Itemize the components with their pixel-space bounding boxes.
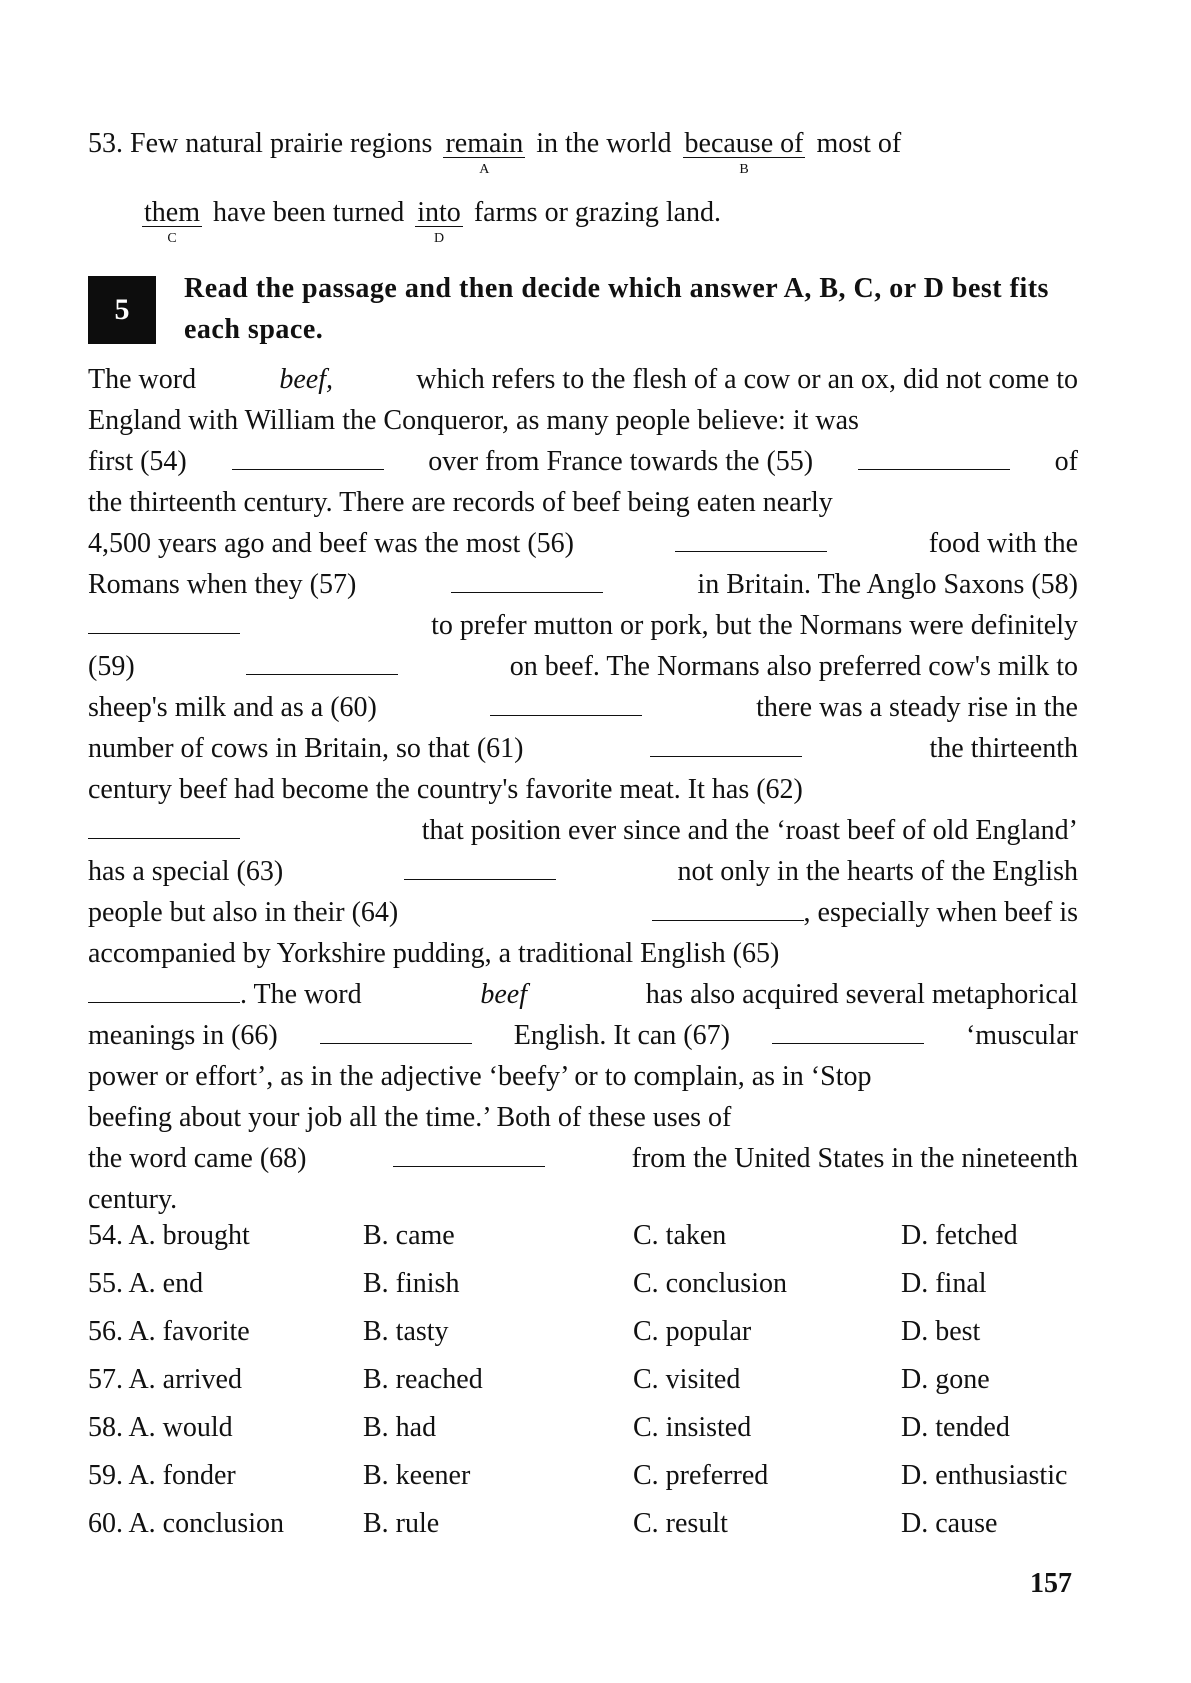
option-d[interactable]: D. best bbox=[901, 1316, 981, 1347]
option-a[interactable]: 59. A. fonder bbox=[88, 1460, 236, 1491]
options-row-54 bbox=[88, 1212, 1088, 1260]
options-row-55 bbox=[88, 1260, 1088, 1308]
option-c[interactable]: C. result bbox=[633, 1508, 728, 1539]
underlined-option-a: remain A bbox=[445, 128, 524, 177]
passage-line: meanings in (66) English. It can (67) ‘muscular bbox=[88, 1020, 1078, 1051]
options-row-59 bbox=[88, 1452, 1088, 1500]
blank-63[interactable] bbox=[404, 857, 556, 880]
option-b[interactable]: B. tasty bbox=[363, 1316, 449, 1347]
passage-line: that position ever since and the ‘roast beef of old England’ bbox=[88, 810, 1078, 851]
option-a[interactable]: 57. A. arrived bbox=[88, 1364, 242, 1395]
option-a[interactable]: 58. A. would bbox=[88, 1412, 233, 1443]
passage-line: The word beef, which refers to the flesh of a cow or an ox, did not come to bbox=[88, 364, 1078, 395]
passage-line: accompanied by Yorkshire pudding, a traditional English (65) bbox=[88, 938, 780, 969]
options-row-58 bbox=[88, 1404, 1088, 1452]
passage-line: first (54) over from France towards the (55) of bbox=[88, 446, 1078, 477]
answer-options bbox=[88, 1212, 1088, 1548]
option-d[interactable]: D. cause bbox=[901, 1508, 998, 1539]
blank-64[interactable] bbox=[652, 898, 804, 921]
option-c[interactable]: C. visited bbox=[633, 1364, 741, 1395]
options-row-57 bbox=[88, 1356, 1088, 1404]
option-mark-d: D bbox=[433, 231, 445, 246]
blank-58[interactable] bbox=[88, 611, 240, 634]
passage-line: 4,500 years ago and beef was the most (56) food with the bbox=[88, 528, 1078, 559]
option-b[interactable]: B. came bbox=[363, 1220, 455, 1251]
passage-line: number of cows in Britain, so that (61) the thirteenth bbox=[88, 733, 1078, 764]
option-a[interactable]: 56. A. favorite bbox=[88, 1316, 250, 1347]
blank-54[interactable] bbox=[232, 447, 384, 470]
option-a[interactable]: 55. A. end bbox=[88, 1268, 204, 1299]
blank-55[interactable] bbox=[858, 447, 1010, 470]
question-53 bbox=[88, 127, 902, 177]
option-b[interactable]: B. keener bbox=[363, 1460, 471, 1491]
option-d[interactable]: D. gone bbox=[901, 1364, 990, 1395]
question-text: most of bbox=[816, 128, 902, 159]
passage-line: has a special (63) not only in the hearts of the English bbox=[88, 856, 1078, 887]
option-d[interactable]: D. fetched bbox=[901, 1220, 1018, 1251]
passage-line: Romans when they (57) in Britain. The Anglo Saxons (58) bbox=[88, 569, 1078, 600]
blank-61[interactable] bbox=[650, 734, 802, 757]
passage-line: the word came (68) from the United States in the nineteenth bbox=[88, 1143, 1078, 1174]
passage-line: power or effort’, as in the adjective ‘beefy’ or to complain, as in ‘Stop bbox=[88, 1061, 872, 1092]
underlined-option-c: them C bbox=[144, 197, 200, 246]
option-a[interactable]: 54. A. brought bbox=[88, 1220, 250, 1251]
passage-line: England with William the Conqueror, as many people believe: it was bbox=[88, 405, 859, 436]
blank-67[interactable] bbox=[772, 1021, 924, 1044]
passage-line: century. bbox=[88, 1184, 178, 1215]
passage-line: (59) on beef. The Normans also preferred cow's milk to bbox=[88, 651, 1078, 682]
option-c[interactable]: C. conclusion bbox=[633, 1268, 787, 1299]
section-instruction: Read the passage and then decide which answer A, B, C, or D best fits each space. bbox=[184, 273, 1049, 345]
option-c[interactable]: C. popular bbox=[633, 1316, 752, 1347]
underlined-option-b: because of B bbox=[684, 128, 804, 177]
question-text: Few natural prairie regions bbox=[130, 128, 433, 159]
option-c[interactable]: C. insisted bbox=[633, 1412, 752, 1443]
blank-56[interactable] bbox=[675, 529, 827, 552]
question-number: 53. bbox=[88, 128, 123, 159]
cloze-passage bbox=[88, 359, 1078, 1220]
blank-62[interactable] bbox=[88, 816, 240, 839]
passage-line: sheep's milk and as a (60) there was a steady rise in the bbox=[88, 692, 1078, 723]
page-number: 157 bbox=[1030, 1568, 1072, 1599]
passage-line: to prefer mutton or pork, but the Normans were definitely bbox=[88, 605, 1078, 646]
option-b[interactable]: B. rule bbox=[363, 1508, 440, 1539]
options-row-60 bbox=[88, 1500, 1088, 1548]
section-number-badge: 5 bbox=[88, 276, 156, 344]
passage-line: the thirteenth century. There are records of beef being eaten nearly bbox=[88, 487, 833, 518]
option-d[interactable]: D. final bbox=[901, 1268, 987, 1299]
blank-66[interactable] bbox=[320, 1021, 472, 1044]
blank-60[interactable] bbox=[490, 693, 642, 716]
blank-57[interactable] bbox=[451, 570, 603, 593]
option-a[interactable]: 60. A. conclusion bbox=[88, 1508, 284, 1539]
passage-line: beefing about your job all the time.’ Both of these uses of bbox=[88, 1102, 732, 1133]
passage-line: people but also in their (64) , especially when beef is bbox=[88, 897, 1078, 928]
option-b[interactable]: B. finish bbox=[363, 1268, 460, 1299]
blank-65[interactable] bbox=[88, 980, 240, 1003]
option-c[interactable]: C. preferred bbox=[633, 1460, 769, 1491]
passage-line: century beef had become the country's favorite meat. It has (62) bbox=[88, 774, 803, 805]
underlined-option-d: into D bbox=[417, 197, 461, 246]
question-text: in the world bbox=[536, 128, 672, 159]
question-53-line-2 bbox=[142, 196, 722, 246]
option-mark-b: B bbox=[739, 162, 749, 177]
option-c[interactable]: C. taken bbox=[633, 1220, 727, 1251]
option-mark-a: A bbox=[479, 162, 490, 177]
option-d[interactable]: D. enthusiastic bbox=[901, 1460, 1068, 1491]
option-b[interactable]: B. reached bbox=[363, 1364, 483, 1395]
blank-68[interactable] bbox=[393, 1144, 545, 1167]
option-b[interactable]: B. had bbox=[363, 1412, 437, 1443]
passage-line: . The word beef has also acquired several metaphorical bbox=[88, 974, 1078, 1015]
options-row-56 bbox=[88, 1308, 1088, 1356]
option-mark-c: C bbox=[167, 231, 177, 246]
blank-59[interactable] bbox=[246, 652, 398, 675]
question-text: have been turned bbox=[213, 197, 405, 228]
option-d[interactable]: D. tended bbox=[901, 1412, 1010, 1443]
question-text: farms or grazing land. bbox=[473, 197, 722, 228]
